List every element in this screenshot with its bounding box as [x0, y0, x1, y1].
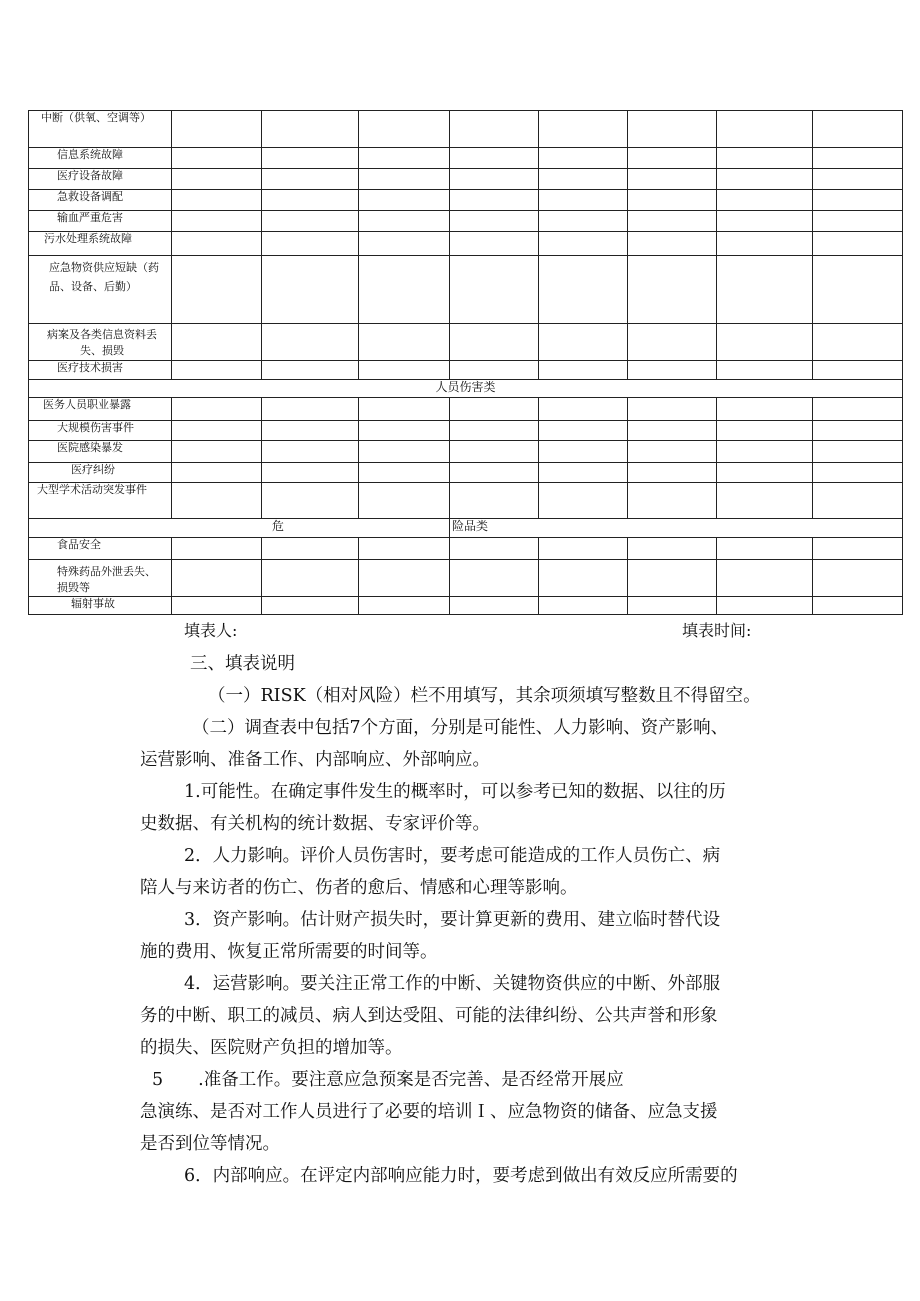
- table-cell[interactable]: [450, 148, 539, 169]
- table-cell[interactable]: [628, 232, 717, 256]
- table-cell[interactable]: [450, 211, 539, 232]
- table-cell[interactable]: [628, 190, 717, 211]
- table-cell[interactable]: [450, 421, 539, 441]
- table-cell[interactable]: [813, 538, 903, 560]
- table-cell[interactable]: [539, 324, 628, 361]
- table-cell[interactable]: [262, 483, 359, 519]
- table-cell[interactable]: [813, 463, 903, 483]
- table-cell[interactable]: [262, 169, 359, 190]
- table-cell[interactable]: [717, 190, 813, 211]
- table-cell[interactable]: [172, 483, 262, 519]
- table-cell[interactable]: [450, 398, 539, 421]
- table-cell[interactable]: [628, 361, 717, 380]
- table-cell[interactable]: [628, 538, 717, 560]
- row-label: 信息系统故障: [29, 148, 172, 169]
- table-row: [29, 441, 903, 463]
- table-cell[interactable]: [172, 190, 262, 211]
- table-cell[interactable]: [359, 398, 450, 421]
- filler-label: 填表人:: [184, 621, 238, 640]
- item-1-line-2: 史数据、有关机构的统计数据、专家评价等。: [140, 814, 490, 834]
- table-cell[interactable]: [172, 169, 262, 190]
- table-cell[interactable]: [450, 324, 539, 361]
- table-cell[interactable]: [450, 483, 539, 519]
- table-cell[interactable]: [262, 111, 359, 148]
- table-row: [29, 256, 903, 324]
- table-cell[interactable]: [813, 169, 903, 190]
- table-cell[interactable]: [172, 398, 262, 421]
- table-cell[interactable]: [172, 560, 262, 597]
- table-cell[interactable]: [172, 148, 262, 169]
- row-label: 辐射事故: [29, 597, 172, 615]
- table-row: [29, 398, 903, 421]
- row-label: 应急物资供应短缺（药品、设备、后勤）: [29, 256, 172, 324]
- table-cell[interactable]: [717, 560, 813, 597]
- item-1-line-1: 1.可能性。在确定事件发生的概率时，可以参考已知的数据、以往的历: [184, 782, 726, 802]
- item-3-line-2: 施的费用、恢复正常所需要的时间等。: [140, 942, 438, 962]
- table-cell[interactable]: [717, 398, 813, 421]
- row-label: 大型学术活动突发事件: [29, 483, 172, 519]
- row-label: 大规模伤害事件: [29, 421, 172, 441]
- table-cell[interactable]: [539, 538, 628, 560]
- table-cell[interactable]: [359, 256, 450, 324]
- item-4-line-2: 务的中断、职工的减员、病人到达受阻、可能的法律纠纷、公共声誉和形象: [140, 1006, 718, 1026]
- item-5-line-2: 急演练、是否对工作人员进行了必要的培训Ｉ、应急物资的储备、应急支援: [140, 1102, 718, 1122]
- table-cell[interactable]: [813, 148, 903, 169]
- table-cell[interactable]: [628, 148, 717, 169]
- item-4-line-1: 4．运营影响。要关注正常工作的中断、关键物资供应的中断、外部服: [184, 974, 721, 994]
- table-row: [29, 361, 903, 380]
- table-cell[interactable]: [172, 111, 262, 148]
- table-cell[interactable]: [717, 111, 813, 148]
- table-cell[interactable]: [359, 538, 450, 560]
- table-cell[interactable]: [450, 190, 539, 211]
- table-cell[interactable]: [628, 111, 717, 148]
- instructions: [140, 648, 908, 1192]
- table-cell[interactable]: [262, 560, 359, 597]
- table-row: [29, 211, 903, 232]
- table-cell[interactable]: [359, 148, 450, 169]
- table-cell[interactable]: [450, 111, 539, 148]
- table-cell[interactable]: [262, 441, 359, 463]
- row-label: 污水处理系统故障: [29, 232, 172, 256]
- section-title-hazard-right: 险品类: [450, 519, 903, 538]
- table-cell[interactable]: [359, 232, 450, 256]
- table-cell[interactable]: [450, 361, 539, 380]
- table-cell[interactable]: [717, 324, 813, 361]
- fill-time-label: 填表时间:: [682, 621, 752, 640]
- table-cell[interactable]: [172, 361, 262, 380]
- table-cell[interactable]: [628, 421, 717, 441]
- notes-heading: 三、填表说明: [190, 654, 295, 674]
- row-label: 特殊药品外泄丢失、损毁等: [29, 560, 172, 597]
- row-label: 病案及各类信息资料丢失、损毁: [29, 324, 172, 361]
- section-title-personnel: 人员伤害类: [29, 380, 903, 398]
- table-cell[interactable]: [172, 232, 262, 256]
- table-cell[interactable]: [628, 256, 717, 324]
- table-cell[interactable]: [539, 169, 628, 190]
- table-cell[interactable]: [172, 597, 262, 615]
- table-cell[interactable]: [717, 538, 813, 560]
- table-cell[interactable]: [813, 190, 903, 211]
- table-cell[interactable]: [359, 361, 450, 380]
- item-3-line-1: 3．资产影响。估计财产损失时，要计算更新的费用、建立临时替代设: [184, 910, 721, 930]
- table-row: [29, 148, 903, 169]
- table-cell[interactable]: [628, 560, 717, 597]
- table-cell[interactable]: [813, 256, 903, 324]
- table-cell[interactable]: [450, 232, 539, 256]
- table-cell[interactable]: [539, 211, 628, 232]
- risk-survey-table: [28, 110, 903, 615]
- table-cell[interactable]: [359, 169, 450, 190]
- table-cell[interactable]: [262, 398, 359, 421]
- item-5-line-1: 5 .准备工作。要注意应急预案是否完善、是否经常开展应: [152, 1070, 624, 1090]
- table-cell[interactable]: [172, 538, 262, 560]
- table-cell[interactable]: [359, 441, 450, 463]
- table-cell[interactable]: [539, 148, 628, 169]
- item-4-line-3: 的损失、医院财产负担的增加等。: [140, 1038, 403, 1058]
- table-cell[interactable]: [539, 597, 628, 615]
- table-cell[interactable]: [628, 398, 717, 421]
- table-cell[interactable]: [813, 597, 903, 615]
- table-cell[interactable]: [450, 560, 539, 597]
- table-cell[interactable]: [813, 421, 903, 441]
- table-cell[interactable]: [450, 538, 539, 560]
- table-cell[interactable]: [450, 169, 539, 190]
- table-row: [29, 190, 903, 211]
- table-cell[interactable]: [628, 324, 717, 361]
- section-title-hazard-left: 危: [29, 519, 450, 538]
- table-cell[interactable]: [172, 211, 262, 232]
- note-paragraph-2b: 运营影响、准备工作、内部响应、外部响应。: [140, 750, 490, 770]
- table-cell[interactable]: [717, 211, 813, 232]
- note-paragraph-1: （一）RISK（相对风险）栏不用填写，其余项须填写整数且不得留空。: [208, 686, 761, 706]
- row-label: 急救设备调配: [29, 190, 172, 211]
- table-cell[interactable]: [539, 111, 628, 148]
- table-cell[interactable]: [539, 190, 628, 211]
- table-cell[interactable]: [359, 190, 450, 211]
- table-cell[interactable]: [539, 560, 628, 597]
- table-cell[interactable]: [717, 361, 813, 380]
- table-cell[interactable]: [450, 463, 539, 483]
- table-cell[interactable]: [717, 463, 813, 483]
- table-cell[interactable]: [359, 597, 450, 615]
- table-cell[interactable]: [539, 398, 628, 421]
- table-cell[interactable]: [262, 463, 359, 483]
- table-body: [29, 111, 903, 615]
- table-cell[interactable]: [717, 597, 813, 615]
- row-label: 医务人员职业暴露: [29, 398, 172, 421]
- table-cell[interactable]: [813, 232, 903, 256]
- table-cell[interactable]: [359, 560, 450, 597]
- table-cell[interactable]: [813, 111, 903, 148]
- table-cell[interactable]: [172, 256, 262, 324]
- table-cell[interactable]: [359, 211, 450, 232]
- table-cell[interactable]: [262, 538, 359, 560]
- table-cell[interactable]: [262, 421, 359, 441]
- table-cell[interactable]: [628, 211, 717, 232]
- table-cell[interactable]: [450, 256, 539, 324]
- table-cell[interactable]: [359, 483, 450, 519]
- table-cell[interactable]: [450, 441, 539, 463]
- row-label: 医疗纠纷: [29, 463, 172, 483]
- table-cell[interactable]: [539, 463, 628, 483]
- row-label: 输血严重危害: [29, 211, 172, 232]
- table-cell[interactable]: [262, 324, 359, 361]
- item-2-line-1: 2．人力影响。评价人员伤害时，要考虑可能造成的工作人员伤亡、病: [184, 846, 721, 866]
- table-cell[interactable]: [539, 483, 628, 519]
- table-row: [29, 324, 903, 361]
- table-cell[interactable]: [172, 324, 262, 361]
- item-2-line-2: 陪人与来访者的伤亡、伤者的愈后、情感和心理等影响。: [140, 878, 578, 898]
- table-cell[interactable]: [172, 463, 262, 483]
- table-cell[interactable]: [813, 441, 903, 463]
- table-cell[interactable]: [262, 211, 359, 232]
- table-cell[interactable]: [717, 421, 813, 441]
- table-row: [29, 560, 903, 597]
- row-label: 医疗设备故障: [29, 169, 172, 190]
- table-cell[interactable]: [813, 211, 903, 232]
- table-cell[interactable]: [813, 324, 903, 361]
- table-row: [29, 421, 903, 441]
- table-cell[interactable]: [813, 483, 903, 519]
- section-row: [29, 380, 903, 398]
- table-cell[interactable]: [717, 256, 813, 324]
- table-cell[interactable]: [262, 597, 359, 615]
- table-cell[interactable]: [717, 441, 813, 463]
- table-cell[interactable]: [359, 111, 450, 148]
- table-row: [29, 463, 903, 483]
- table-cell[interactable]: [628, 169, 717, 190]
- table-cell[interactable]: [539, 361, 628, 380]
- item-5-line-3: 是否到位等情况。: [140, 1134, 280, 1154]
- table-cell[interactable]: [717, 232, 813, 256]
- table-cell[interactable]: [450, 597, 539, 615]
- table-cell[interactable]: [813, 361, 903, 380]
- table-cell[interactable]: [359, 324, 450, 361]
- table-cell[interactable]: [539, 256, 628, 324]
- table-cell[interactable]: [172, 421, 262, 441]
- note-paragraph-2a: （二）调查表中包括7个方面，分别是可能性、人力影响、资产影响、: [192, 718, 729, 738]
- table-cell[interactable]: [262, 190, 359, 211]
- row-label: 医疗技术损害: [29, 361, 172, 380]
- table-cell[interactable]: [262, 232, 359, 256]
- table-cell[interactable]: [359, 463, 450, 483]
- table-cell[interactable]: [262, 361, 359, 380]
- table-cell[interactable]: [628, 463, 717, 483]
- table-cell[interactable]: [628, 483, 717, 519]
- row-label: 医院感染暴发: [29, 441, 172, 463]
- row-label: 中断（供氧、空调等）: [29, 111, 172, 148]
- table-cell[interactable]: [539, 421, 628, 441]
- row-label: 食品安全: [29, 538, 172, 560]
- table-cell[interactable]: [628, 441, 717, 463]
- table-cell[interactable]: [262, 148, 359, 169]
- item-6-line-1: 6．内部响应。在评定内部响应能力时，要考虑到做出有效反应所需要的: [184, 1166, 738, 1186]
- table-cell[interactable]: [717, 483, 813, 519]
- table-row: [29, 232, 903, 256]
- table-cell[interactable]: [172, 441, 262, 463]
- table-cell[interactable]: [813, 560, 903, 597]
- table-cell[interactable]: [717, 148, 813, 169]
- table-cell[interactable]: [717, 169, 813, 190]
- table-cell[interactable]: [539, 441, 628, 463]
- table-cell[interactable]: [262, 256, 359, 324]
- table-cell[interactable]: [813, 398, 903, 421]
- table-row: [29, 483, 903, 519]
- section-row: [29, 519, 903, 538]
- table-cell[interactable]: [359, 421, 450, 441]
- table-cell[interactable]: [628, 597, 717, 615]
- table-cell[interactable]: [539, 232, 628, 256]
- table-row: [29, 597, 903, 615]
- table-row: [29, 111, 903, 148]
- table-row: [29, 169, 903, 190]
- table-row: [29, 538, 903, 560]
